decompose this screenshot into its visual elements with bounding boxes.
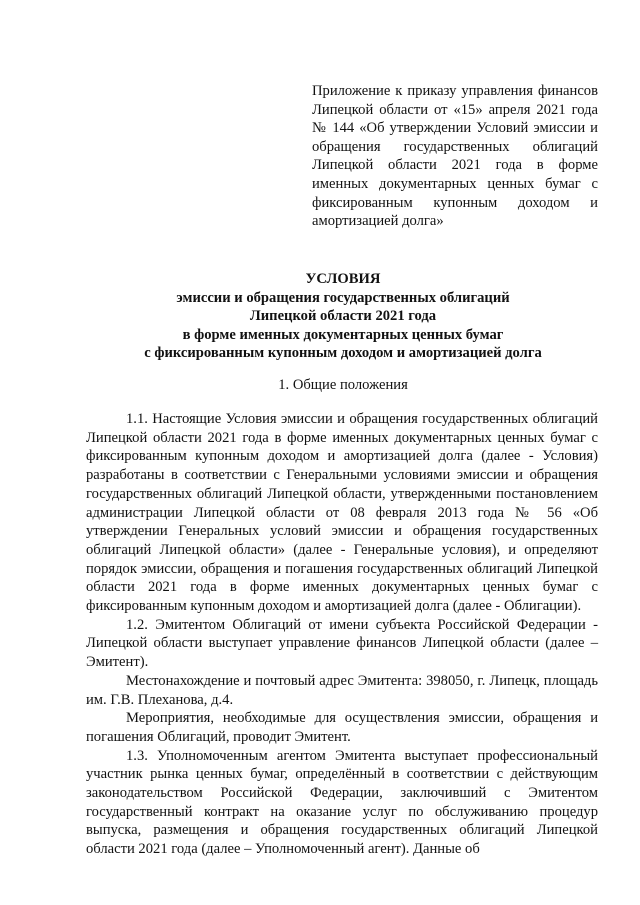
paragraph-1-2: 1.2. Эмитентом Облигаций от имени субъекта Российской Федерации - Липецкой области выступает управление финансов Липецкой области (далее – Эмитент). bbox=[86, 616, 598, 671]
paragraph-1-3: 1.3. Уполномоченным агентом Эмитента выступает профессиональный участник рынка ценных бумаг, определённый в соответствии с действующим законодательством Российской Федерации, заключивший с Эмитентом государственный контракт на оказание услуг по обслуживанию процедур выпуска, размещения и обращения государственных облигаций Липецкой области 2021 года (далее – Уполномоченный агент). Данные об bbox=[86, 747, 598, 858]
paragraph-address: Местонахождение и почтовый адрес Эмитента: 398050, г. Липецк, площадь им. Г.В. Плеханова, д.4. bbox=[86, 672, 598, 708]
section-heading: 1. Общие положения bbox=[278, 377, 408, 393]
title-line: УСЛОВИЯ bbox=[305, 271, 381, 287]
title-line: эмиссии и обращения государственных облигаций bbox=[176, 289, 510, 306]
title-line: в форме именных документарных ценных бумаг bbox=[182, 326, 504, 343]
title-line: Липецкой области 2021 года bbox=[249, 308, 437, 325]
appendix-note: Приложение к приказу управления финансов Липецкой области от «15» апреля 2021 года № 144 «Об утверждении Условий эмиссии и обращения государственных облигаций Липецкой области 2021 года в форме именных документарных ценных бумаг с фиксированным купонным доходом и амортизацией долга» bbox=[312, 83, 598, 230]
paragraph-measures: Мероприятия, необходимые для осуществления эмиссии, обращения и погашения Облигаций, проводит Эмитент. bbox=[86, 710, 598, 745]
section-body bbox=[86, 410, 598, 859]
paragraph-1-1: 1.1. Настоящие Условия эмиссии и обращения государственных облигаций Липецкой области 2021 года в форме именных документарных ценных бумаг с фиксированным купонным доходом и амортизацией долга (далее - Условия) разработаны в соответствии с Генеральными условиями эмиссии и обращения государственных облигаций Липецкой области, утвержденными постановлением администрации Липецкой области от 08 февраля 2013 года № 56 «Об утверждении Генеральных условий эмиссии и обращения государственных облигаций Липецкой области» (далее - Генеральные условия), и определяют порядок эмиссии, обращения и погашения государственных облигаций Липецкой области 2021 года в форме именных документарных ценных бумаг с фиксированным купонным доходом и амортизацией долга (далее - Облигации). bbox=[86, 411, 598, 615]
document-title bbox=[60, 270, 626, 363]
title-line: с фиксированным купонным доходом и амортизацией долга bbox=[144, 345, 542, 362]
